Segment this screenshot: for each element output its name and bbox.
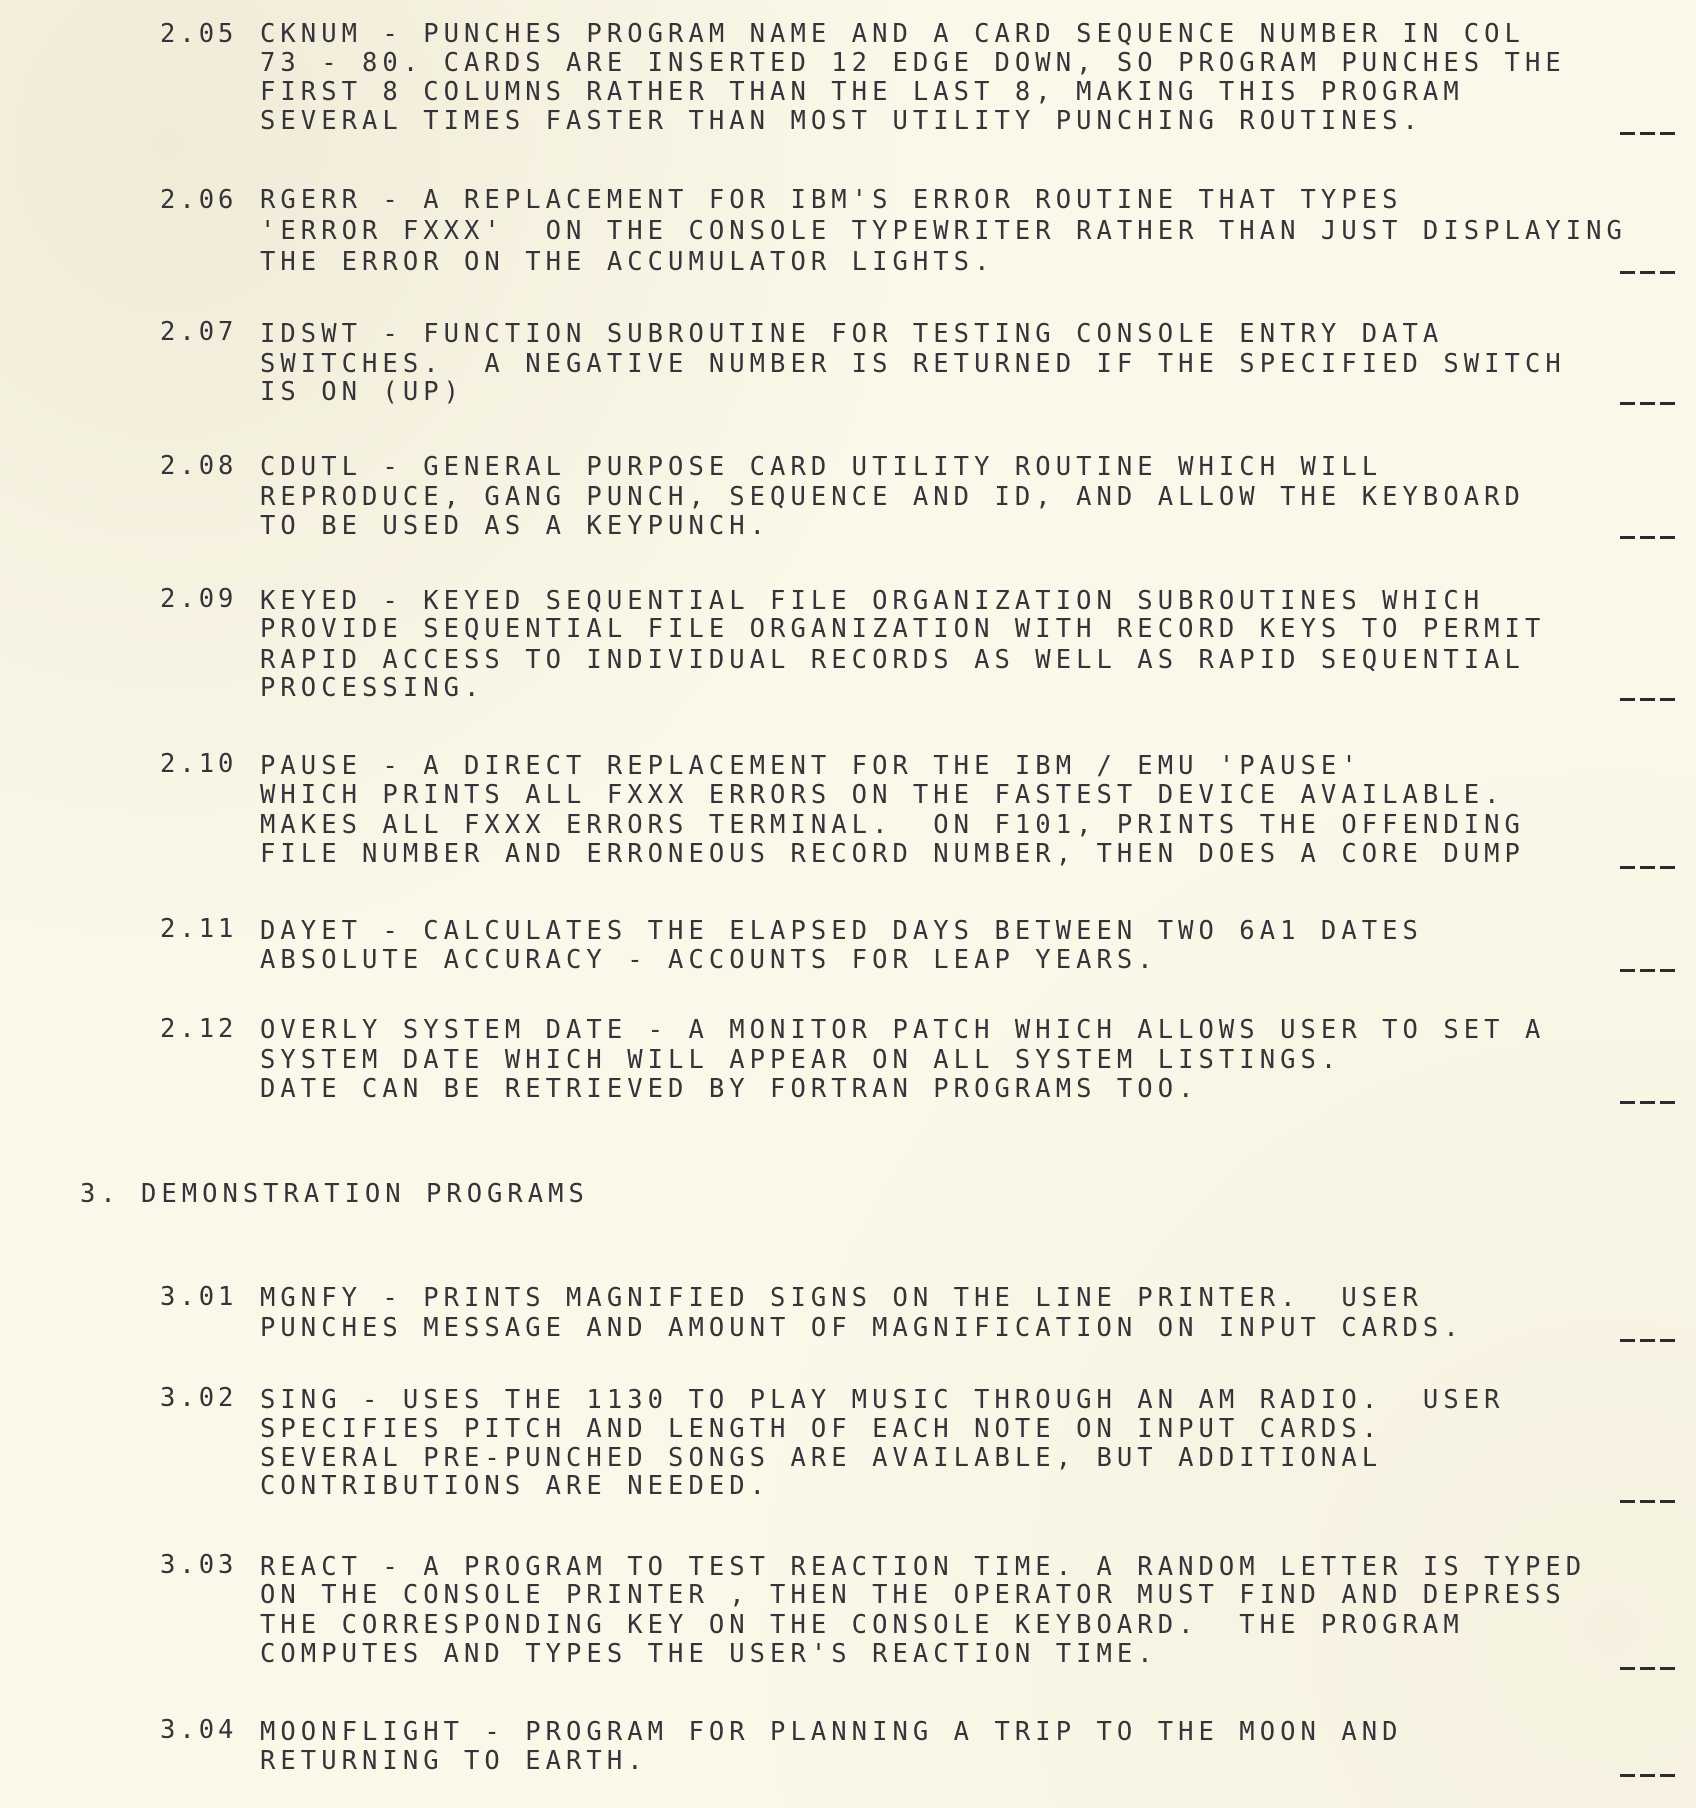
section-heading: 3. DEMONSTRATION PROGRAMS	[80, 1179, 589, 1209]
item-line: DAYET - CALCULATES THE ELAPSED DAYS BETWEEN TWO 6A1 DATES	[260, 916, 1423, 946]
item-line: PUNCHES MESSAGE AND AMOUNT OF MAGNIFICATION ON INPUT CARDS.	[260, 1313, 1464, 1343]
item-line: 'ERROR FXXX' ON THE CONSOLE TYPEWRITER RATHER THAN JUST DISPLAYING	[260, 216, 1627, 246]
item-line: KEYED - KEYED SEQUENTIAL FILE ORGANIZATION SUBROUTINES WHICH	[260, 586, 1485, 616]
item-line: SWITCHES. A NEGATIVE NUMBER IS RETURNED IF THE SPECIFIED SWITCH	[260, 349, 1566, 379]
item-line: PAUSE - A DIRECT REPLACEMENT FOR THE IBM / EMU 'PAUSE'	[260, 751, 1362, 781]
margin-marker	[1620, 866, 1676, 869]
item-number: 2.05	[160, 19, 238, 49]
item-number: 3.03	[160, 1550, 238, 1580]
item-number: 2.07	[160, 317, 238, 347]
item-line: THE CORRESPONDING KEY ON THE CONSOLE KEYBOARD. THE PROGRAM	[260, 1610, 1464, 1640]
item-line: CKNUM - PUNCHES PROGRAM NAME AND A CARD SEQUENCE NUMBER IN COL	[260, 19, 1525, 49]
item-line: OVERLY SYSTEM DATE - A MONITOR PATCH WHICH ALLOWS USER TO SET A	[260, 1015, 1546, 1045]
item-line: THE ERROR ON THE ACCUMULATOR LIGHTS.	[260, 247, 995, 277]
item-number: 2.10	[160, 749, 238, 779]
item-line: SYSTEM DATE WHICH WILL APPEAR ON ALL SYSTEM LISTINGS.	[260, 1045, 1342, 1075]
margin-marker	[1620, 132, 1676, 135]
item-line: IDSWT - FUNCTION SUBROUTINE FOR TESTING CONSOLE ENTRY DATA	[260, 319, 1444, 349]
item-number: 3.04	[160, 1715, 238, 1745]
item-line: MGNFY - PRINTS MAGNIFIED SIGNS ON THE LINE PRINTER. USER	[260, 1283, 1423, 1313]
margin-marker	[1620, 1101, 1676, 1104]
item-number: 2.12	[160, 1014, 238, 1044]
item-line: SEVERAL PRE-PUNCHED SONGS ARE AVAILABLE, BUT ADDITIONAL	[260, 1443, 1383, 1473]
item-number: 2.11	[160, 914, 238, 944]
margin-marker	[1620, 1774, 1676, 1777]
item-line: DATE CAN BE RETRIEVED BY FORTRAN PROGRAMS TOO.	[260, 1074, 1199, 1104]
item-line: 73 - 80. CARDS ARE INSERTED 12 EDGE DOWN, SO PROGRAM PUNCHES THE	[260, 48, 1566, 78]
item-number: 2.09	[160, 584, 238, 614]
item-line: CDUTL - GENERAL PURPOSE CARD UTILITY ROUTINE WHICH WILL	[260, 452, 1383, 482]
item-line: CONTRIBUTIONS ARE NEEDED.	[260, 1471, 771, 1501]
margin-marker	[1620, 698, 1676, 701]
item-line: ABSOLUTE ACCURACY - ACCOUNTS FOR LEAP YEARS.	[260, 945, 1158, 975]
item-line: RETURNING TO EARTH.	[260, 1746, 648, 1776]
item-line: IS ON (UP)	[260, 377, 465, 407]
item-number: 2.08	[160, 451, 238, 481]
item-line: COMPUTES AND TYPES THE USER'S REACTION TIME.	[260, 1639, 1158, 1669]
item-number: 3.02	[160, 1383, 238, 1413]
margin-marker	[1620, 1500, 1676, 1503]
margin-marker	[1620, 536, 1676, 539]
margin-marker	[1620, 969, 1676, 972]
item-line: PROCESSING.	[260, 673, 485, 703]
item-line: REACT - A PROGRAM TO TEST REACTION TIME. A RANDOM LETTER IS TYPED	[260, 1552, 1587, 1582]
item-line: TO BE USED AS A KEYPUNCH.	[260, 511, 771, 541]
item-line: FIRST 8 COLUMNS RATHER THAN THE LAST 8, MAKING THIS PROGRAM	[260, 77, 1464, 107]
item-line: MOONFLIGHT - PROGRAM FOR PLANNING A TRIP TO THE MOON AND	[260, 1717, 1403, 1747]
item-number: 3.01	[160, 1282, 238, 1312]
item-line: PROVIDE SEQUENTIAL FILE ORGANIZATION WITH RECORD KEYS TO PERMIT	[260, 614, 1546, 644]
margin-marker	[1620, 402, 1676, 405]
margin-marker	[1620, 1667, 1676, 1670]
item-line: MAKES ALL FXXX ERRORS TERMINAL. ON F101, PRINTS THE OFFENDING	[260, 810, 1525, 840]
item-line: SPECIFIES PITCH AND LENGTH OF EACH NOTE ON INPUT CARDS.	[260, 1414, 1383, 1444]
item-line: SEVERAL TIMES FASTER THAN MOST UTILITY PUNCHING ROUTINES.	[260, 106, 1423, 136]
item-line: RGERR - A REPLACEMENT FOR IBM'S ERROR ROUTINE THAT TYPES	[260, 185, 1403, 215]
item-line: WHICH PRINTS ALL FXXX ERRORS ON THE FASTEST DEVICE AVAILABLE.	[260, 780, 1505, 810]
margin-marker	[1620, 1339, 1676, 1342]
item-line: FILE NUMBER AND ERRONEOUS RECORD NUMBER, THEN DOES A CORE DUMP	[260, 839, 1525, 869]
item-line: SING - USES THE 1130 TO PLAY MUSIC THROUGH AN AM RADIO. USER	[260, 1385, 1505, 1415]
item-line: REPRODUCE, GANG PUNCH, SEQUENCE AND ID, AND ALLOW THE KEYBOARD	[260, 482, 1525, 512]
item-line: ON THE CONSOLE PRINTER , THEN THE OPERATOR MUST FIND AND DEPRESS	[260, 1580, 1566, 1610]
item-line: RAPID ACCESS TO INDIVIDUAL RECORDS AS WELL AS RAPID SEQUENTIAL	[260, 645, 1525, 675]
margin-marker	[1620, 271, 1676, 274]
item-number: 2.06	[160, 185, 238, 215]
